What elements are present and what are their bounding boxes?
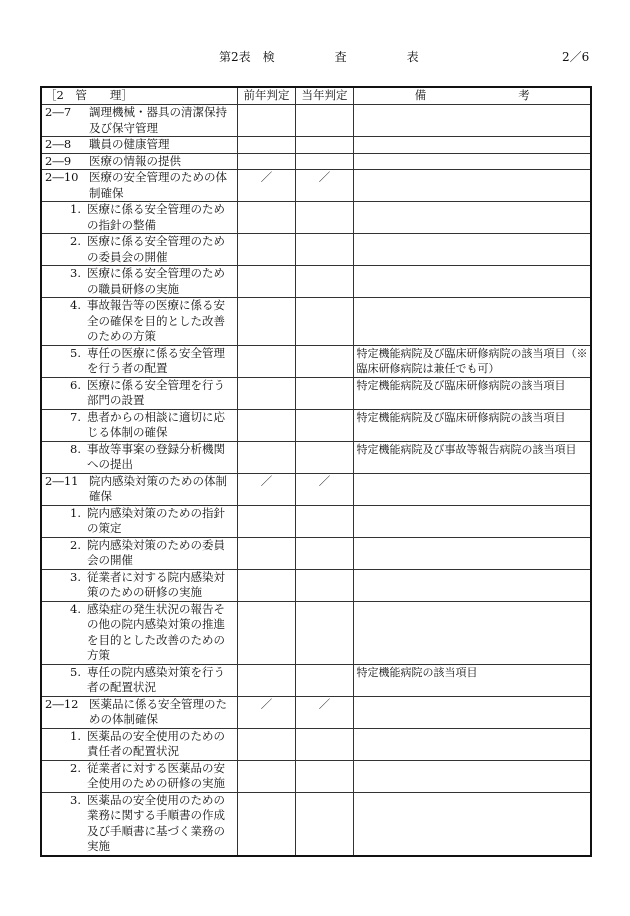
remarks-cell bbox=[353, 601, 591, 664]
table-row bbox=[41, 569, 591, 601]
item-cell bbox=[41, 601, 237, 664]
item-number: 4. bbox=[70, 298, 81, 312]
item-number: 2. bbox=[70, 760, 81, 775]
sub-item bbox=[45, 266, 235, 297]
sub-item bbox=[45, 793, 235, 855]
remarks-cell bbox=[353, 696, 591, 728]
previous-judgment-cell bbox=[237, 137, 295, 154]
item-text: 医療の安全管理のための体制確保 bbox=[89, 170, 227, 200]
item-code: 2―7 bbox=[45, 105, 72, 119]
item-cell bbox=[41, 105, 237, 137]
previous-judgment-cell bbox=[237, 601, 295, 664]
sub-item bbox=[45, 538, 235, 569]
current-judgment-cell bbox=[295, 601, 353, 664]
previous-judgment-cell bbox=[237, 298, 295, 346]
remarks-cell bbox=[353, 202, 591, 234]
table-row bbox=[41, 664, 591, 696]
section-item bbox=[45, 105, 235, 136]
remarks-cell bbox=[353, 505, 591, 537]
current-judgment-cell bbox=[295, 505, 353, 537]
remarks-cell: 特定機能病院及び事故等報告病院の該当項目 bbox=[353, 441, 591, 473]
item-cell bbox=[41, 409, 237, 441]
sub-item bbox=[45, 729, 235, 760]
item-number: 5. bbox=[70, 664, 81, 679]
item-number: 3. bbox=[70, 792, 81, 807]
previous-judgment-cell bbox=[237, 202, 295, 234]
section-item bbox=[45, 474, 235, 505]
table-row bbox=[41, 234, 591, 266]
table-row bbox=[41, 441, 591, 473]
remarks-cell bbox=[353, 234, 591, 266]
item-text: 院内感染対策のための委員会の開催 bbox=[87, 537, 225, 567]
previous-judgment-cell bbox=[237, 441, 295, 473]
item-code: 2―10 bbox=[45, 170, 79, 184]
item-number: 1. bbox=[70, 728, 81, 743]
previous-judgment-cell bbox=[237, 409, 295, 441]
current-judgment-cell bbox=[295, 728, 353, 760]
remarks-cell bbox=[353, 137, 591, 154]
previous-judgment-cell bbox=[237, 760, 295, 792]
item-cell bbox=[41, 537, 237, 569]
table-row bbox=[41, 137, 591, 154]
item-text: 医薬品の安全使用のための業務に関する手順書の作成及び手順書に基づく業務の実施 bbox=[87, 792, 225, 853]
current-judgment-cell bbox=[295, 137, 353, 154]
previous-judgment-cell bbox=[237, 234, 295, 266]
item-number: 3. bbox=[70, 569, 81, 584]
current-judgment-cell bbox=[295, 792, 353, 856]
previous-judgment-cell bbox=[237, 153, 295, 170]
table-row bbox=[41, 792, 591, 856]
table-row bbox=[41, 537, 591, 569]
item-number: 1. bbox=[70, 202, 81, 216]
current-judgment-cell: ／ bbox=[295, 170, 353, 202]
table-row bbox=[41, 473, 591, 505]
remarks-cell bbox=[353, 473, 591, 505]
item-number: 8. bbox=[70, 441, 81, 456]
item-cell bbox=[41, 170, 237, 202]
item-text: 職員の健康管理 bbox=[89, 137, 170, 151]
current-judgment-cell bbox=[295, 153, 353, 170]
column-header-previous-judgment: 前年判定 bbox=[237, 87, 295, 105]
item-text: 院内感染対策のための指針の策定 bbox=[87, 505, 225, 535]
section-item bbox=[45, 137, 235, 153]
current-judgment-cell bbox=[295, 105, 353, 137]
item-number: 1. bbox=[70, 505, 81, 520]
column-header-current-judgment: 当年判定 bbox=[295, 87, 353, 105]
previous-judgment-cell bbox=[237, 537, 295, 569]
current-judgment-cell: ／ bbox=[295, 696, 353, 728]
previous-judgment-cell bbox=[237, 728, 295, 760]
column-header-remarks: 備 考 bbox=[353, 87, 591, 105]
remarks-cell bbox=[353, 760, 591, 792]
previous-judgment-cell: ／ bbox=[237, 170, 295, 202]
page-number: 2／6 bbox=[562, 50, 590, 64]
table-row bbox=[41, 505, 591, 537]
item-text: 医療に係る安全管理のための指針の整備 bbox=[87, 202, 225, 232]
sub-item bbox=[45, 442, 235, 473]
item-text: 従業者に対する医薬品の安全使用のための研修の実施 bbox=[87, 760, 225, 790]
remarks-cell: 特定機能病院及び臨床研修病院の該当項目 bbox=[353, 377, 591, 409]
previous-judgment-cell bbox=[237, 569, 295, 601]
item-text: 患者からの相談に適切に応じる体制の確保 bbox=[87, 409, 225, 439]
current-judgment-cell bbox=[295, 234, 353, 266]
item-cell bbox=[41, 345, 237, 377]
item-text: 医療の情報の提供 bbox=[89, 153, 181, 168]
remarks-cell bbox=[353, 153, 591, 170]
remarks-cell bbox=[353, 105, 591, 137]
remarks-cell bbox=[353, 728, 591, 760]
remarks-cell: 特定機能病院及び臨床研修病院の該当項目（※臨床研修病院は兼任でも可） bbox=[353, 345, 591, 377]
sub-item bbox=[45, 602, 235, 664]
item-cell bbox=[41, 569, 237, 601]
current-judgment-cell bbox=[295, 441, 353, 473]
current-judgment-cell: ／ bbox=[295, 473, 353, 505]
item-cell bbox=[41, 696, 237, 728]
table-row bbox=[41, 409, 591, 441]
item-text: 従業者に対する院内感染対策のための研修の実施 bbox=[87, 569, 225, 599]
item-number: 6. bbox=[70, 377, 81, 392]
table-row bbox=[41, 601, 591, 664]
item-cell bbox=[41, 505, 237, 537]
item-cell bbox=[41, 153, 237, 170]
sub-item bbox=[45, 346, 235, 377]
item-cell bbox=[41, 234, 237, 266]
previous-judgment-cell bbox=[237, 345, 295, 377]
item-cell bbox=[41, 664, 237, 696]
sub-item bbox=[45, 378, 235, 409]
item-number: 4. bbox=[70, 601, 81, 616]
item-number: 7. bbox=[70, 409, 81, 424]
item-cell bbox=[41, 377, 237, 409]
column-header-item: ［2 管 理］ bbox=[41, 87, 237, 105]
sub-item bbox=[45, 410, 235, 441]
sub-item bbox=[45, 506, 235, 537]
remarks-cell bbox=[353, 537, 591, 569]
item-text: 感染症の発生状況の報告その他の院内感染対策の推進を目的とした改善のための方策 bbox=[87, 601, 225, 662]
previous-judgment-cell bbox=[237, 664, 295, 696]
remarks-cell bbox=[353, 170, 591, 202]
current-judgment-cell bbox=[295, 202, 353, 234]
item-text: 医療に係る安全管理を行う部門の設置 bbox=[87, 377, 225, 407]
previous-judgment-cell bbox=[237, 266, 295, 298]
remarks-cell bbox=[353, 266, 591, 298]
item-number: 2. bbox=[70, 537, 81, 552]
item-cell bbox=[41, 298, 237, 346]
current-judgment-cell bbox=[295, 298, 353, 346]
table-row bbox=[41, 345, 591, 377]
remarks-cell bbox=[353, 569, 591, 601]
table-row bbox=[41, 696, 591, 728]
item-cell bbox=[41, 202, 237, 234]
item-number: 2. bbox=[70, 234, 81, 248]
item-text: 事故等事案の登録分析機関への提出 bbox=[87, 441, 225, 471]
table-header-row bbox=[41, 87, 591, 105]
item-cell bbox=[41, 473, 237, 505]
sub-item bbox=[45, 665, 235, 696]
table-row bbox=[41, 105, 591, 137]
item-cell bbox=[41, 266, 237, 298]
item-cell bbox=[41, 728, 237, 760]
current-judgment-cell bbox=[295, 345, 353, 377]
previous-judgment-cell bbox=[237, 105, 295, 137]
current-judgment-cell bbox=[295, 760, 353, 792]
current-judgment-cell bbox=[295, 266, 353, 298]
sub-item bbox=[45, 570, 235, 601]
table-row bbox=[41, 760, 591, 792]
item-text: 医療に係る安全管理のための委員会の開催 bbox=[87, 234, 225, 264]
table-title: 第2表 検 査 表 bbox=[219, 50, 419, 64]
previous-judgment-cell: ／ bbox=[237, 473, 295, 505]
page-header bbox=[0, 48, 630, 66]
inspection-table bbox=[40, 86, 592, 857]
item-text: 院内感染対策のための体制確保 bbox=[89, 473, 227, 503]
item-code: 2―9 bbox=[45, 153, 72, 168]
section-item bbox=[45, 154, 235, 170]
table-row bbox=[41, 377, 591, 409]
item-number: 3. bbox=[70, 266, 81, 280]
sub-item bbox=[45, 234, 235, 265]
current-judgment-cell bbox=[295, 537, 353, 569]
sub-item bbox=[45, 761, 235, 792]
sub-item bbox=[45, 202, 235, 233]
remarks-cell: 特定機能病院の該当項目 bbox=[353, 664, 591, 696]
previous-judgment-cell bbox=[237, 377, 295, 409]
item-text: 医薬品の安全使用のための責任者の配置状況 bbox=[87, 728, 225, 758]
item-text: 専任の医療に係る安全管理を行う者の配置 bbox=[87, 345, 225, 375]
section-item bbox=[45, 697, 235, 728]
item-cell bbox=[41, 441, 237, 473]
item-text: 専任の院内感染対策を行う者の配置状況 bbox=[87, 664, 225, 694]
item-text: 医療に係る安全管理のための職員研修の実施 bbox=[87, 266, 225, 296]
current-judgment-cell bbox=[295, 664, 353, 696]
item-text: 調理機械・器具の清潔保持及び保守管理 bbox=[89, 105, 227, 135]
sub-item bbox=[45, 298, 235, 345]
current-judgment-cell bbox=[295, 377, 353, 409]
item-cell bbox=[41, 137, 237, 154]
table-row bbox=[41, 266, 591, 298]
table-body bbox=[41, 105, 591, 856]
current-judgment-cell bbox=[295, 409, 353, 441]
item-text: 医薬品に係る安全管理のための体制確保 bbox=[89, 696, 227, 726]
item-code: 2―12 bbox=[45, 696, 79, 711]
table-row bbox=[41, 728, 591, 760]
table-row bbox=[41, 153, 591, 170]
item-cell bbox=[41, 792, 237, 856]
current-judgment-cell bbox=[295, 569, 353, 601]
table-row bbox=[41, 298, 591, 346]
remarks-cell: 特定機能病院及び臨床研修病院の該当項目 bbox=[353, 409, 591, 441]
table-row bbox=[41, 202, 591, 234]
item-code: 2―11 bbox=[45, 473, 79, 488]
previous-judgment-cell: ／ bbox=[237, 696, 295, 728]
previous-judgment-cell bbox=[237, 505, 295, 537]
remarks-cell bbox=[353, 298, 591, 346]
previous-judgment-cell bbox=[237, 792, 295, 856]
table-row bbox=[41, 170, 591, 202]
section-item bbox=[45, 170, 235, 201]
remarks-cell bbox=[353, 792, 591, 856]
item-number: 5. bbox=[70, 345, 81, 360]
item-code: 2―8 bbox=[45, 137, 72, 151]
item-text: 事故報告等の医療に係る安全の確保を目的とした改善のための方策 bbox=[87, 298, 225, 343]
item-cell bbox=[41, 760, 237, 792]
